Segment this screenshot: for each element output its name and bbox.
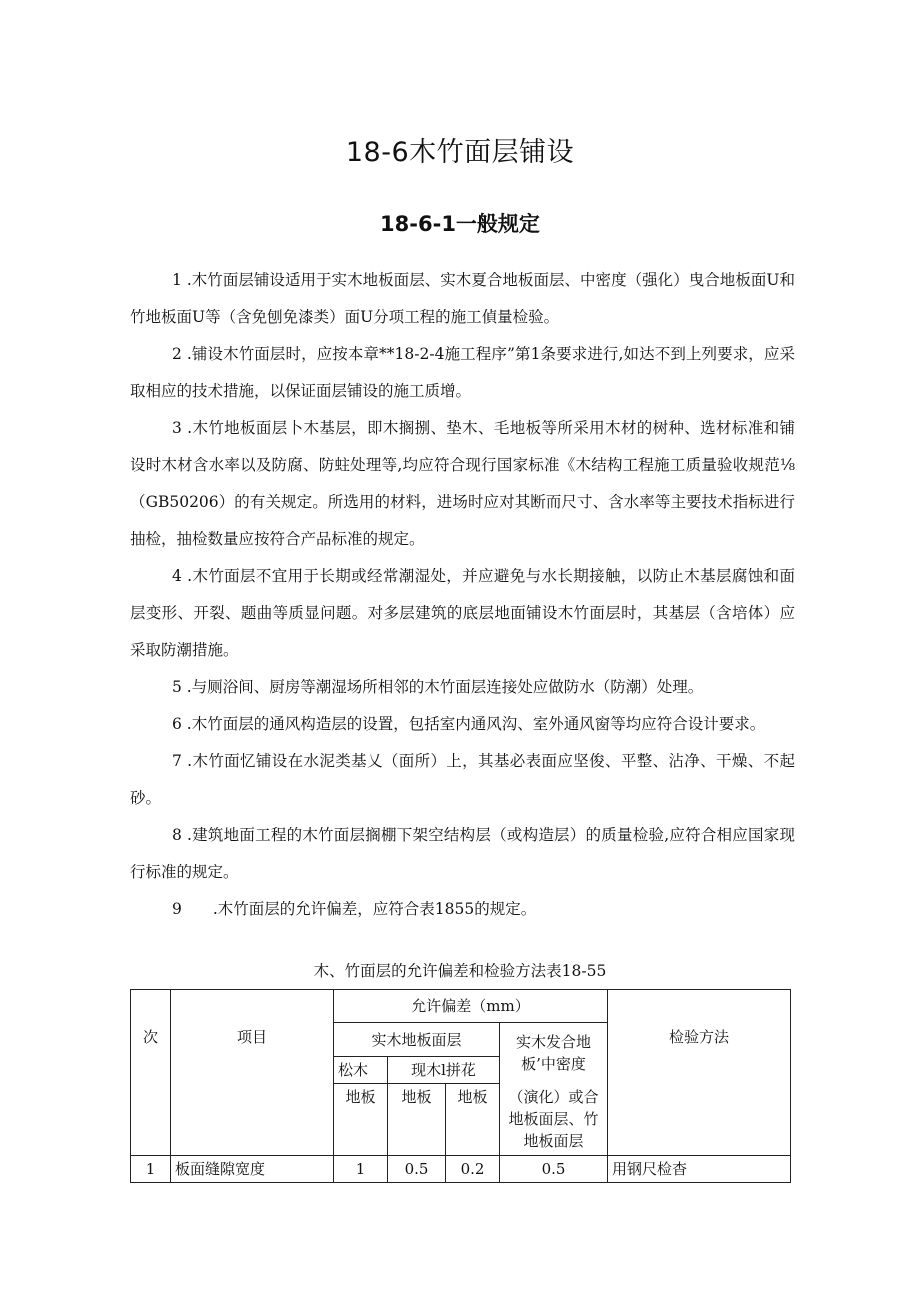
paragraph-4: 4 .木竹面层不宜用于长期或经常潮湿处，并应避免与水长期接触，以防止木基层腐蚀和面层变形、开裂、题曲等质显问题。对多层建筑的底层地面铺设木竹面层时，其基层（含培体）应采取防潮措施。 bbox=[130, 567, 795, 659]
header-pine: 松木 bbox=[334, 1057, 388, 1084]
section-heading: 18-6-1一般规定 bbox=[380, 212, 540, 236]
header-method: 检验方法 bbox=[608, 990, 791, 1084]
header-floor-1: 地板 bbox=[334, 1084, 388, 1156]
table-row bbox=[131, 1156, 791, 1183]
page-title: 18-6木竹面层铺设 bbox=[345, 137, 575, 168]
header-floor-3: 地板 bbox=[446, 1084, 500, 1156]
table-caption: 木、竹面层的允许偏差和检验方法表18-55 bbox=[313, 962, 607, 980]
paragraph-7: 7 .木竹面忆铺设在水泥类基乂（面所）上，其基必表面应坚俊、平整、沾净、干燥、不起砂。 bbox=[130, 752, 795, 807]
row-hardwood: 0.5 bbox=[388, 1156, 446, 1183]
header-item: 项目 bbox=[171, 990, 334, 1084]
header-solid-wood: 实木地板面层 bbox=[334, 1023, 500, 1057]
header-floor-2: 地板 bbox=[388, 1084, 446, 1156]
paragraph-2: 2 .铺设木竹面层时，应按本章**18-2-4施工程序”第1条要求进行,如达不到上列要求，应采取相应的技术措施，以保证面层铺设的施工质增。 bbox=[130, 345, 795, 400]
header-hardwood-parquet: 现木l拼花 bbox=[388, 1057, 500, 1084]
paragraph-6: 6 .木竹面层的通风构造层的设置，包括室内通风沟、室外通风窗等均应符合设计要求。 bbox=[172, 715, 766, 733]
paragraph-9: 9 .木竹面层的允许偏差，应符合表1855的规定。 bbox=[172, 900, 537, 918]
paragraph-8: 8 .建筑地面工程的木竹面层搁棚下架空结构层（或构造层）的质量检验,应符合相应国家现行标准的规定。 bbox=[130, 826, 795, 881]
paragraph-3: 3 .木竹地板面层卜木基层，即木搁捌、垫木、毛地板等所采用木材的树种、选材标准和铺设时木材含水率以及防腐、防蛀处理等,均应符合现行国家标准《木结构工程施工质量验收规范⅛（GB50206）的有关规定。所选用的材料，进场时应对其断而尺寸、含水率等主要技术指标进行抽检，抽检数量应按符合产品标准的规定。 bbox=[130, 419, 795, 548]
row-item: 板面缝隙宽度 bbox=[171, 1156, 334, 1183]
row-parquet: 0.2 bbox=[446, 1156, 500, 1183]
header-index: 次 bbox=[131, 990, 171, 1084]
tolerance-table bbox=[130, 989, 791, 1183]
header-composite: 实木发合地板’中密度 bbox=[500, 1023, 608, 1084]
row-pine: 1 bbox=[334, 1156, 388, 1183]
row-composite: 0.5 bbox=[500, 1156, 608, 1183]
paragraph-1: 1 .木竹面层铺设适用于实木地板面层、实木夏合地板面层、中密度（强化）曳合地板面U和竹地板面U等（含免刨免漆类）面U分项工程的施工偵量检验。 bbox=[130, 271, 795, 326]
paragraph-5: 5 .与厕浴间、厨房等潮湿场所相邻的木竹面层连接处应做防水（防潮）处理。 bbox=[172, 678, 704, 696]
row-method: 用钢尺检杳 bbox=[608, 1156, 791, 1183]
row-index: 1 bbox=[131, 1156, 171, 1183]
body-text bbox=[130, 262, 795, 928]
header-allowed-deviation: 允许偏差（mm） bbox=[334, 990, 608, 1023]
header-composite-cont: （演化）或合地板面层、竹地板面层 bbox=[500, 1084, 608, 1156]
